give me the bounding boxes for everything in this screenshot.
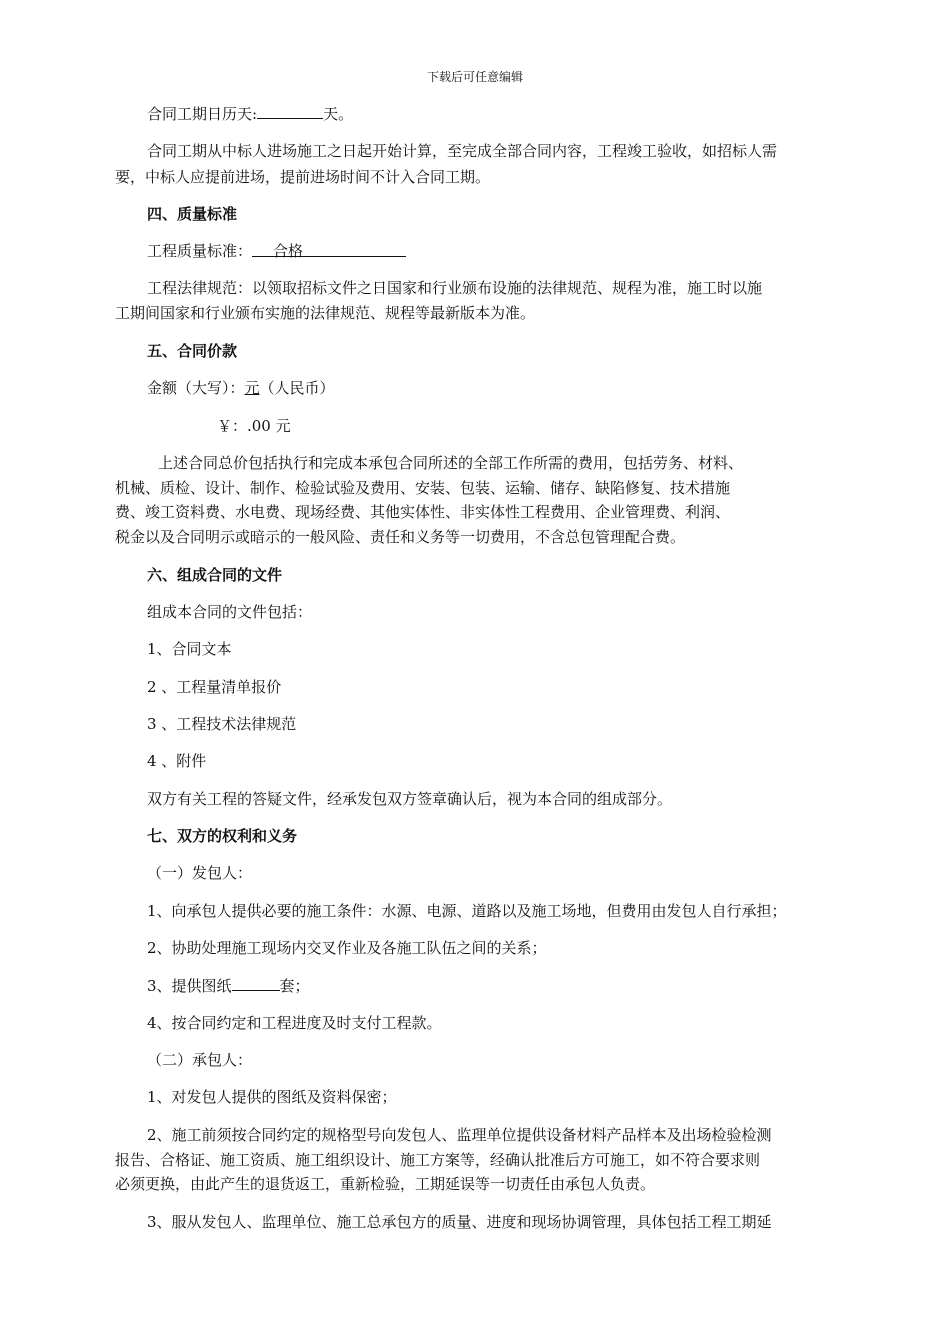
contract-period-blank <box>257 103 323 119</box>
contractor-duty-1: 1、对发包人提供的图纸及资料保密； <box>147 1088 397 1106</box>
quality-standard-value: 合格 <box>273 242 304 260</box>
contract-period-line <box>147 103 887 124</box>
party-employer-heading: （一）发包人： <box>147 864 253 882</box>
period-desc-line-1: 合同工期从中标人进场施工之日起开始计算，至完成全部合同内容，工程竣工验收，如招标人需 <box>147 142 778 160</box>
price-line-4: 税金以及合同明示或暗示的一般风险、责任和义务等一切费用，不含总包管理配合费。 <box>115 528 686 546</box>
doc-item-1: 1、合同文本 <box>147 640 232 658</box>
docs-intro: 组成本合同的文件包括： <box>147 603 313 621</box>
party-contractor-heading: （二）承包人： <box>147 1051 253 1069</box>
amount-unit: 元 <box>244 379 260 397</box>
amount-words-label: 金额（大写）： <box>147 379 245 397</box>
doc-item-3: 3 、工程技术法律规范 <box>147 715 297 733</box>
page-header: 下载后可任意编辑 <box>426 70 523 84</box>
period-desc-line-2: 要，中标人应提前进场，提前进场时间不计入合同工期。 <box>115 168 491 186</box>
law-line-2: 工期间国家和行业颁布实施的法律规范、规程等最新版本为准。 <box>115 304 536 322</box>
quality-standard-line <box>147 241 887 261</box>
docs-note: 双方有关工程的答疑文件，经承发包双方签章确认后，视为本合同的组成部分。 <box>147 790 673 808</box>
amount-number-line: ￥：.00 元 <box>217 417 291 435</box>
contract-period-label: 合同工期日历天: <box>147 105 258 123</box>
employer-duty-1: 1、向承包人提供必要的施工条件：水源、电源、道路以及施工场地，但费用由发包人自行承担； <box>147 902 787 920</box>
employer-duty-3 <box>147 975 887 996</box>
contractor-duty-3: 3、服从发包人、监理单位、施工总承包方的质量、进度和现场协调管理，具体包括工程工期延 <box>147 1213 772 1231</box>
price-line-3: 费、竣工资料费、水电费、现场经费、其他实体性、非实体性工程费用、企业管理费、利润、 <box>115 503 731 521</box>
price-line-2: 机械、质检、设计、制作、检验试验及费用、安装、包装、运输、储存、缺陷修复、技术措施 <box>115 479 731 497</box>
employer-duty-3-unit: 套； <box>279 977 310 995</box>
section-5-heading: 五、合同价款 <box>147 342 238 360</box>
employer-duty-4: 4、按合同约定和工程进度及时支付工程款。 <box>147 1014 442 1032</box>
doc-item-2: 2 、工程量清单报价 <box>147 678 282 696</box>
amount-currency: （人民币） <box>259 379 335 397</box>
section-6-heading: 六、组成合同的文件 <box>147 566 283 584</box>
employer-duty-3-label: 3、提供图纸 <box>147 977 232 995</box>
price-line-1: 上述合同总价包括执行和完成本承包合同所述的全部工作所需的费用，包括劳务、材料、 <box>158 454 744 472</box>
contract-period-unit: 天。 <box>323 105 354 123</box>
contractor-duty-2-line-3: 必须更换，由此产生的退货返工，重新检验，工期延误等一切责任由承包人负责。 <box>115 1175 656 1193</box>
law-line-1: 工程法律规范：以领取招标文件之日国家和行业颁布设施的法律规范、规程为准，施工时以施 <box>147 279 763 297</box>
section-7-heading: 七、双方的权利和义务 <box>147 827 298 845</box>
drawing-sets-blank <box>232 975 280 991</box>
quality-standard-field <box>252 241 406 260</box>
doc-item-4: 4 、附件 <box>147 752 207 770</box>
contractor-duty-2-line-1: 2、施工前须按合同约定的规格型号向发包人、监理单位提供设备材料产品样本及出场检验检测 <box>147 1126 772 1144</box>
section-4-heading: 四、质量标准 <box>147 205 238 223</box>
quality-standard-label: 工程质量标准： <box>147 242 253 260</box>
contractor-duty-2-line-2: 报告、合格证、施工资质、施工组织设计、施工方案等，经确认批准后方可施工，如不符合要求则 <box>115 1151 761 1169</box>
amount-words-line <box>147 378 887 398</box>
employer-duty-2: 2、协助处理施工现场内交叉作业及各施工队伍之间的关系； <box>147 939 547 957</box>
